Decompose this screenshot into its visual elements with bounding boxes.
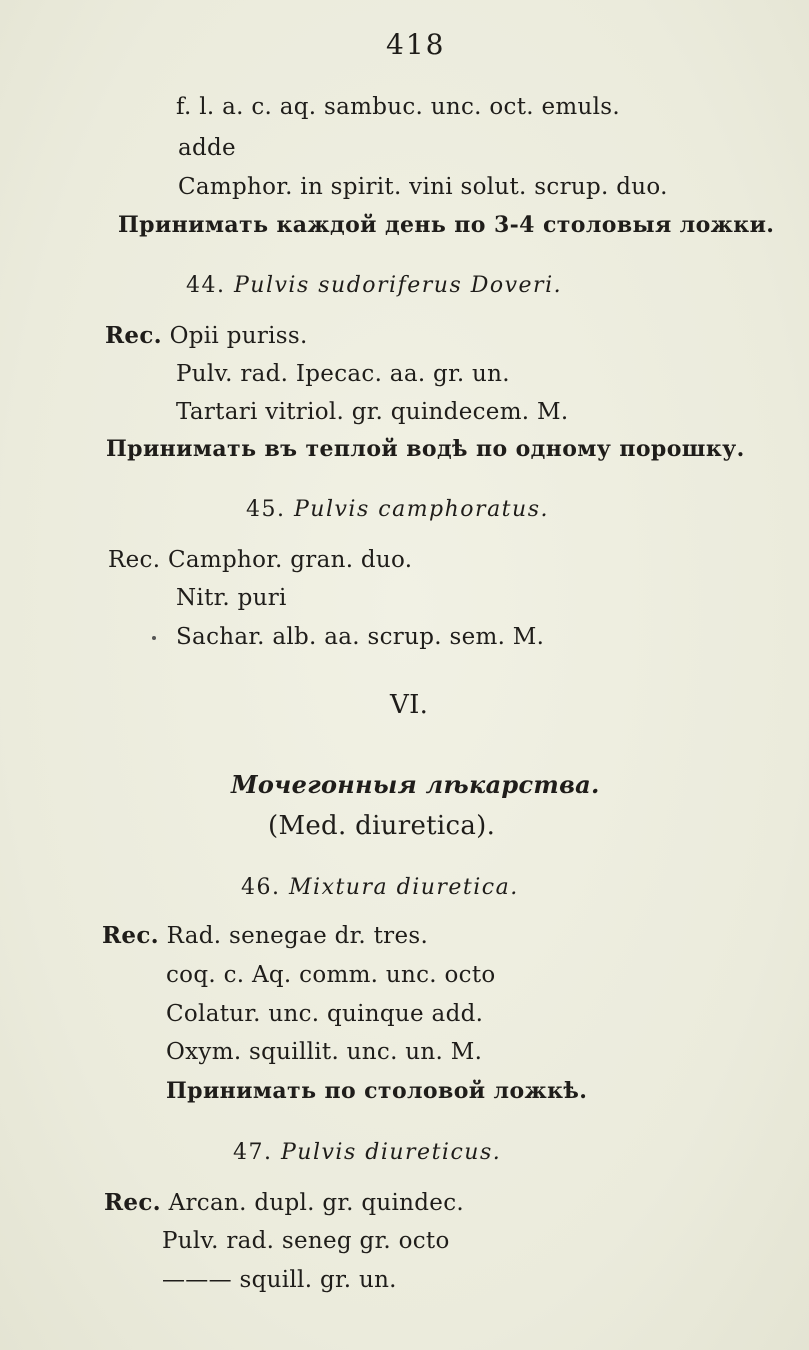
recipe-ingredient: Pulv. rad. seneg gr. octo — [162, 1228, 450, 1254]
recipe-line — [102, 921, 428, 951]
rec-label: Rec. — [104, 1189, 161, 1216]
recipe-number: 45. — [246, 497, 286, 522]
recipe-line: Camphor. in spirit. vini solut. scrup. duo. — [178, 174, 668, 200]
rec-label: Rec. — [108, 547, 161, 573]
recipe-ingredient: Camphor. gran. duo. — [167, 547, 413, 573]
recipe-ingredient: Pulv. rad. Ipecac. aa. gr. un. — [176, 361, 510, 387]
recipe-number: 44. — [186, 273, 226, 298]
recipe-heading-45 — [246, 495, 549, 525]
recipe-line: f. l. a. c. aq. sambuc. unc. oct. emuls. — [176, 94, 620, 120]
recipe-ingredient: Sachar. alb. aa. scrup. sem. M. — [176, 624, 545, 650]
dosage-instruction: Принимать каждой день по 3-4 столовыя ложки. — [118, 212, 775, 238]
recipe-heading-44 — [186, 271, 562, 301]
recipe-title: Pulvis diureticus. — [281, 1140, 502, 1165]
dosage-instruction: Принимать по столовой ложкѣ. — [166, 1078, 588, 1104]
recipe-ingredient: Oxym. squillit. unc. un. M. — [166, 1039, 483, 1065]
recipe-ingredient: Tartari vitriol. gr. quindecem. M. — [176, 399, 569, 425]
recipe-title: Pulvis sudoriferus Doveri. — [234, 273, 563, 298]
recipe-title: Mixtura diuretica. — [289, 875, 519, 900]
recipe-heading-47 — [233, 1138, 501, 1168]
recipe-ingredient: Colatur. unc. quinque add. — [166, 1001, 484, 1027]
rec-label: Rec. — [102, 922, 159, 949]
ink-speck — [152, 636, 156, 640]
recipe-ingredient: Rad. senegae dr. tres. — [166, 923, 429, 949]
recipe-line — [105, 321, 308, 351]
recipe-ingredient: Nitr. puri — [176, 585, 287, 611]
recipe-line: adde — [178, 135, 236, 161]
recipe-ingredient: ——— squill. gr. un. — [162, 1267, 397, 1293]
recipe-line — [108, 545, 412, 575]
recipe-title: Pulvis camphoratus. — [294, 497, 549, 522]
dosage-instruction: Принимать въ теплой водѣ по одному порошку. — [106, 436, 745, 462]
section-number: VI. — [390, 690, 429, 720]
section-title: Мочегонныя лѣкарства. — [231, 770, 600, 799]
recipe-line — [104, 1188, 464, 1218]
recipe-heading-46 — [241, 873, 519, 903]
page-number: 418 — [386, 28, 446, 61]
recipe-number: 46. — [241, 875, 281, 900]
recipe-ingredient: Arcan. dupl. gr. quindec. — [168, 1190, 465, 1216]
section-subtitle: (Med. diuretica). — [268, 811, 496, 841]
recipe-ingredient: Opii puriss. — [169, 323, 308, 349]
recipe-number: 47. — [233, 1140, 273, 1165]
rec-label: Rec. — [105, 322, 162, 349]
recipe-ingredient: coq. c. Aq. comm. unc. octo — [166, 962, 496, 988]
